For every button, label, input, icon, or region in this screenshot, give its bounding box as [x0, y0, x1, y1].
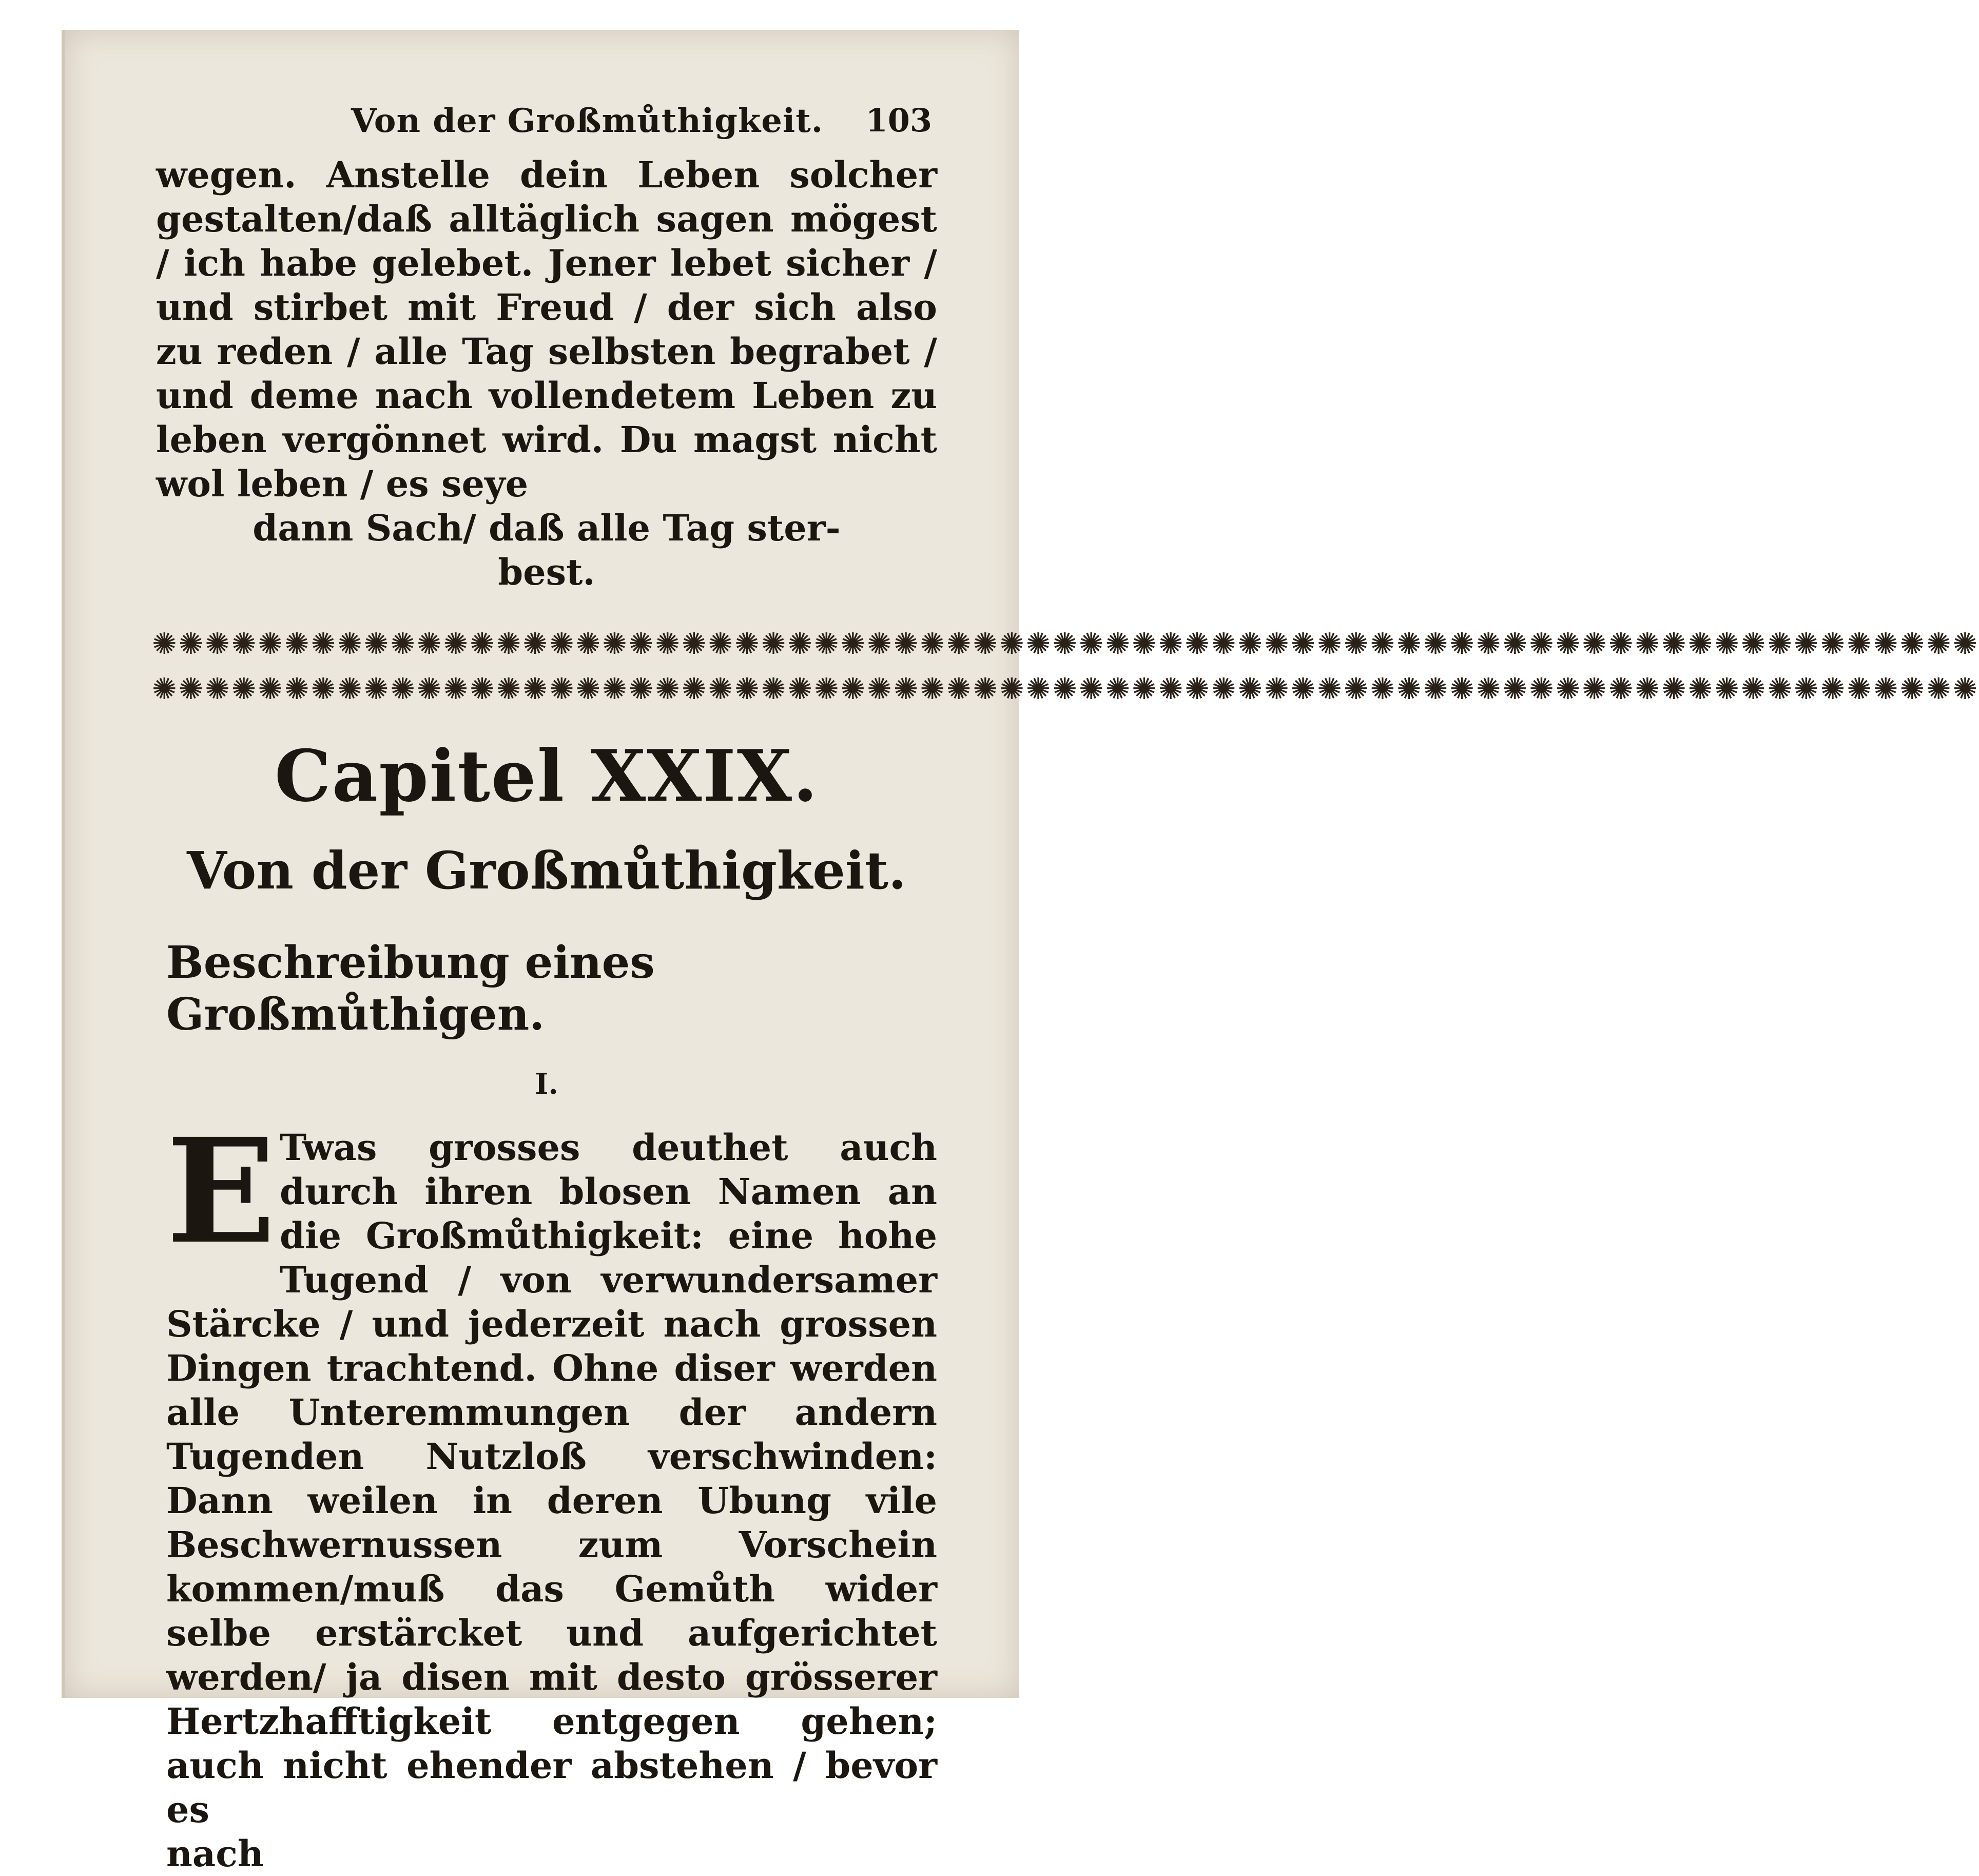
decorated-initial: E	[166, 1107, 276, 1276]
catchword: nach	[166, 1832, 264, 1875]
main-paragraph	[166, 1107, 950, 1876]
top-paragraph: wegen. Anstelle dein Leben solcher gestalten/daß alltäglich sagen mögest / ich habe gelebet. Jener lebet sicher / und stirbet mit Freud / der sich also zu reden / alle Tag selbsten begrabet / und deme nach vollendetem Leben zu leben vergönnet wird. Du magst nicht wol leben / es seye	[156, 153, 950, 505]
chapter-heading: Capitel XXIX.	[275, 734, 819, 818]
chapter-title: Von der Großmůthigkeit.	[187, 840, 906, 901]
main-paragraph-text: Twas grosses deuthet auch durch ihren blosen Namen an die Großmůthigkeit: eine hohe Tugend / von verwundersamer Stärcke / und jederzeit nach grossen Dingen trachtend. Ohne diser werden alle Unteremmungen der andern Tugenden Nutzloß verschwinden: Dann weilen in deren Ubung vile Beschwernussen zum Vorschein kommen/muß das Gemůth wider selbe erstärcket und aufgerichtet werden/ ja disen mit desto grösserer Hertzhafftigkeit entgegen gehen; auch nicht ehender abstehen / bevor es	[166, 1126, 950, 1831]
section-number: I.	[535, 1067, 558, 1101]
running-title: Von der Großmůthigkeit.	[351, 102, 824, 140]
page-number: 103	[865, 102, 932, 139]
chapter-subtitle: Beschreibung eines Großmůthigen.	[166, 937, 655, 1040]
ornament-band	[152, 621, 1979, 711]
running-header	[156, 91, 937, 153]
page-content	[152, 91, 1979, 1876]
top-paragraph-tail: dann Sach/ daß alle Tag ster- best.	[253, 507, 841, 593]
book-page	[62, 30, 1979, 1875]
ornament-row-bottom: ✺✺✺✺✺✺✺✺✺✺✺✺✺✺✺✺✺✺✺✺✺✺✺✺✺✺✺✺✺✺✺✺✺✺✺✺✺✺✺✺✺✺✺✺✺✺✺✺✺✺✺✺✺✺✺✺✺✺✺✺✺✺✺✺✺✺✺✺✺	[152, 671, 1979, 706]
ornament-row-top: ✺✺✺✺✺✺✺✺✺✺✺✺✺✺✺✺✺✺✺✺✺✺✺✺✺✺✺✺✺✺✺✺✺✺✺✺✺✺✺✺✺✺✺✺✺✺✺✺✺✺✺✺✺✺✺✺✺✺✺✺✺✺✺✺✺✺✺✺✺	[152, 626, 1979, 661]
